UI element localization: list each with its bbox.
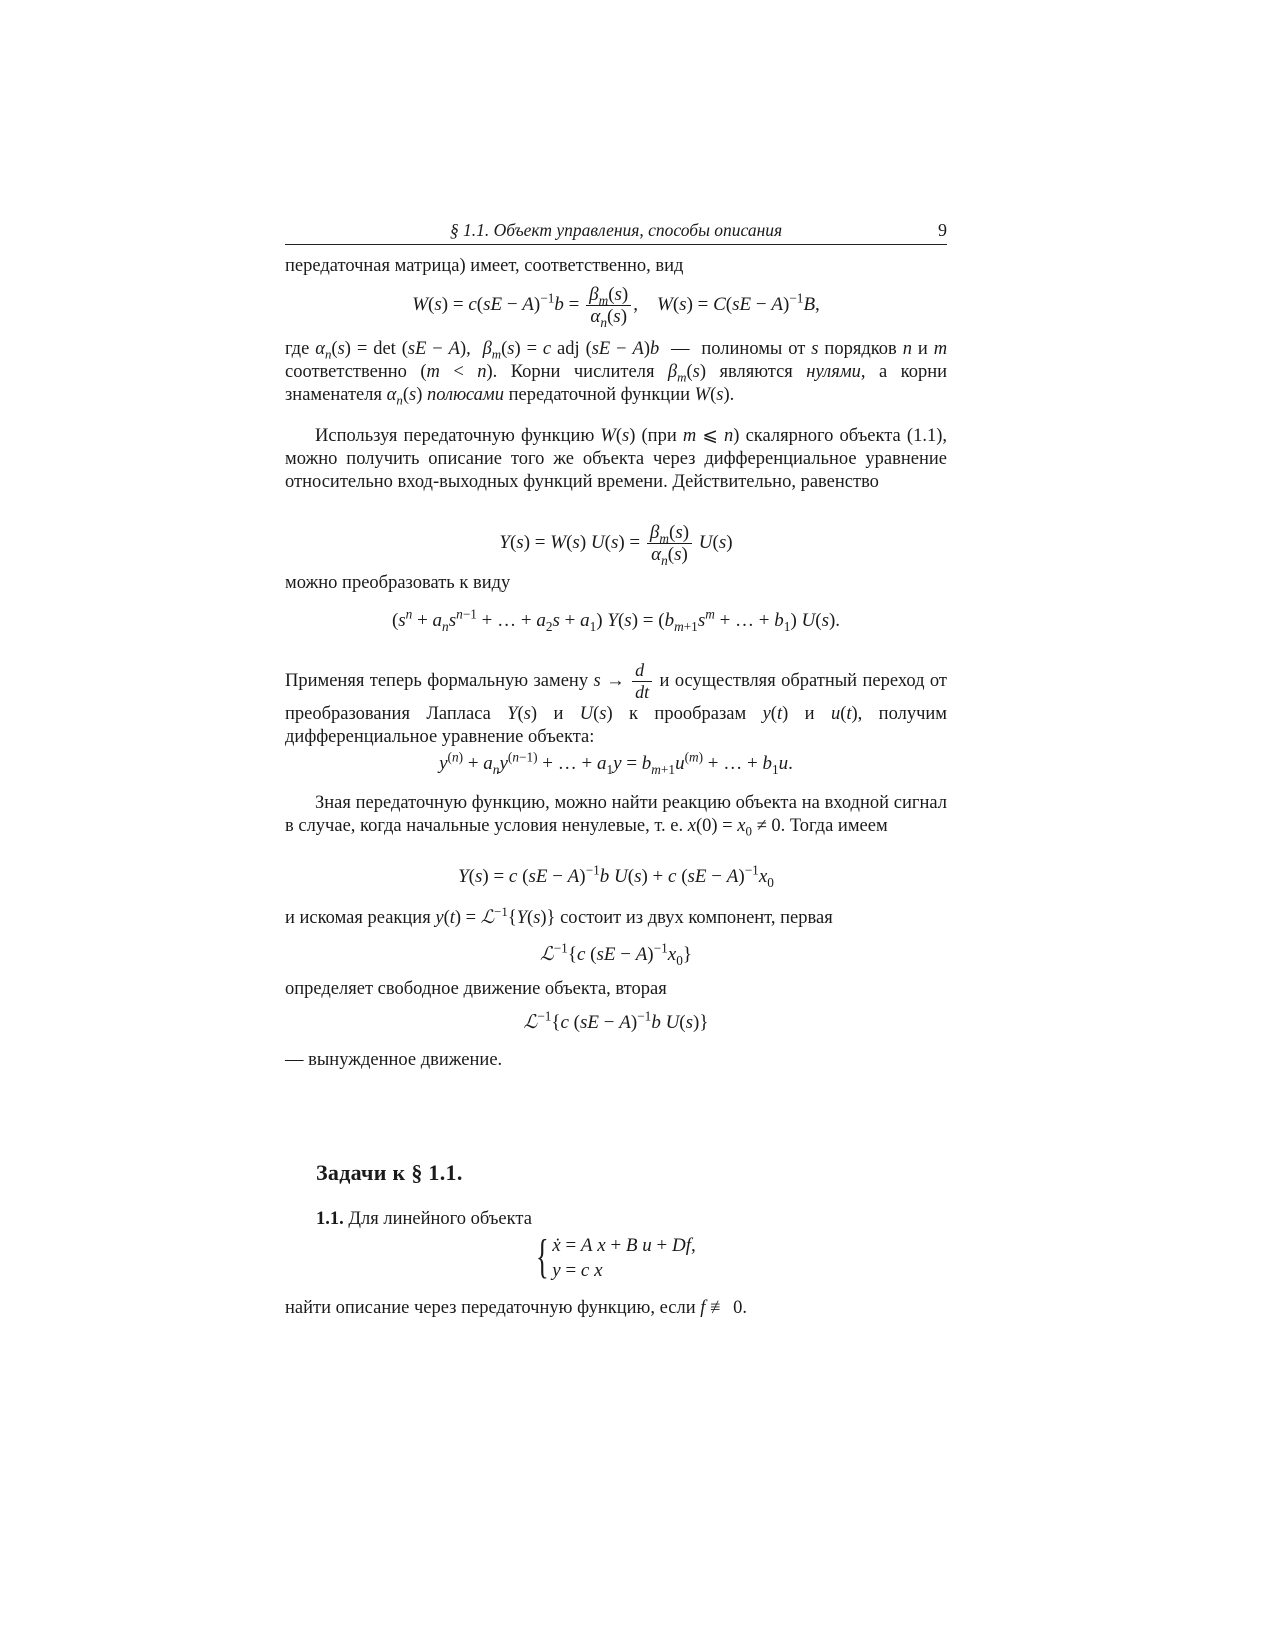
equation-system-block: { ẋ = A x + B u + Df, y = c x	[536, 1230, 696, 1283]
text: к прообразам	[629, 704, 747, 724]
paragraph-components: и искомая реакция y(t) = ℒ$^{-1}${Y(s)} состоит из двух компонент, первая	[285, 903, 833, 928]
paragraph-differential: Используя передаточную функцию W(s) (при m ⩽ n) скалярного объекта (1.1), можно получить описание того же объекта через дифференциальное уравнение относительно вход-выходных функций времени. Действительно, равенство	[285, 426, 947, 492]
running-header	[285, 219, 947, 245]
fraction: $\frac{\beta_m(s)}{\alpha_n(s)}$	[647, 522, 692, 565]
paragraph-free: определяет свободное движение объекта, вторая	[285, 979, 667, 999]
text: Корни числителя	[510, 362, 655, 382]
text: , получим дифференциальное уравнение объекта:	[285, 704, 947, 747]
brace-icon: {	[536, 1230, 549, 1283]
fraction: $\frac{\beta_m(s)}{\alpha_n(s)}$	[586, 284, 631, 327]
text: и искомая реакция	[285, 908, 431, 928]
running-title: § 1.1. Объект управления, способы описания	[449, 220, 783, 240]
equation-transfer-function: W(s) = c(sE − A)$^{-1}$b = $\frac{\beta_m(s)}{\alpha_n(s)}$ , W(s) = C(sE − A)$^{-1}$B,	[412, 284, 820, 330]
paragraph-forced: — вынужденное движение.	[285, 1050, 503, 1070]
text: полиномы от	[701, 339, 806, 359]
task-1	[316, 1208, 947, 1231]
equation-response: Y(s) = c (sE − A)$^{-1}$b U(s) + c $(sE - A)^{-1}x_0$	[458, 862, 774, 890]
text: соответственно	[285, 362, 407, 382]
text: Используя передаточную функцию	[315, 426, 595, 446]
text: передаточной функции	[508, 385, 691, 405]
paragraph-laplace: Применяя теперь формальную замену s → $\frac{d}{dt}$ и осуществляя обратный переход от преобразования Лапласа Y(s) и U(s) к прообразам y(t) и u(t), получим дифференциальное уравнение объекта:	[285, 660, 948, 747]
paragraph-response: Зная передаточную функцию, можно найти реакцию объекта на входной сигнал в случае, когда начальные условия ненулевые, т. е. $x(0) = x_0 \ne 0$. Тогда имеем	[285, 793, 947, 839]
paragraph-intro: передаточная матрица) имеет, соответственно, вид	[285, 256, 684, 276]
text: состоит из двух компонент, первая	[560, 908, 833, 928]
text: и	[804, 704, 815, 724]
text: . Тогда имеем	[780, 816, 888, 836]
text: скалярного объекта (1.1), можно получить описание того же объекта через дифференциальное уравнение относительно вход-выходных функций времени. Действительно, равенство	[285, 426, 947, 492]
equation-free-motion: ℒ$^{-1}${c $(sE - A)^{-1}x_0$}	[539, 940, 692, 968]
paragraph-polynomials: где $\alpha_n(s) = \det (sE - A)$, $\beta_m(s) = c$ adj (sE − A)b — полиномы от s порядков n и m соответственно (m < n). Корни числителя $\beta_m(s)$ являются нулями, а корни знаменателя $\alpha_n(s)$ полюсами передаточной функции W(s).	[285, 339, 948, 408]
term-poles: полюсами	[427, 385, 504, 405]
equation-polynomial-form: ($s^n + a_ns^{n-1}$ + … + $a_2s + a_1$) $Y(s) = (b_{m+1}s^m$ + … + $b_1$) U(s).	[391, 606, 841, 634]
text: Для линейного объекта	[348, 1209, 532, 1229]
paragraph-transform: можно преобразовать к виду	[285, 573, 511, 593]
text: и	[553, 704, 564, 724]
equation-forced-motion: ℒ$^{-1}${c (sE − A)$^{-1}$b U(s)}	[523, 1008, 709, 1033]
text: Зная передаточную функцию, можно найти реакцию объекта на входной сигнал в случае, когда начальные условия ненулевые, т. е.	[285, 793, 947, 836]
equation-output: Y(s) = W(s) U(s) = $\frac{\beta_m(s)}{\alpha_n(s)}$ U(s)	[499, 522, 733, 568]
text: порядков	[824, 339, 897, 359]
task-number: 1.1.	[316, 1209, 344, 1229]
text: , а корни знаменателя	[285, 362, 947, 405]
text: Применяя теперь формальную замену	[285, 670, 589, 691]
page-number: 9	[938, 220, 947, 240]
text: и осуществляя обратный переход от преобразования Лапласа	[285, 670, 948, 724]
task-1-condition: найти описание через передаточную функцию, если f ≢ 0.	[285, 1298, 748, 1318]
text: (при	[641, 426, 677, 446]
term-zeros: нулями	[806, 362, 861, 382]
text: являются	[719, 362, 793, 382]
document-page	[285, 0, 947, 1651]
text: где	[285, 339, 310, 359]
equation-system	[285, 1230, 947, 1283]
equation-differential: $y^{(n)} + a_ny^{(n-1)}$ + … + $a_1y = b_{m+1}u^{(m)}$ + … + $b_1u$.	[439, 749, 793, 777]
fraction: $\frac{d}{dt}$	[632, 660, 652, 703]
section-title: Задачи к § 1.1.	[316, 1160, 463, 1185]
text: найти описание через передаточную функцию, если	[285, 1298, 696, 1318]
